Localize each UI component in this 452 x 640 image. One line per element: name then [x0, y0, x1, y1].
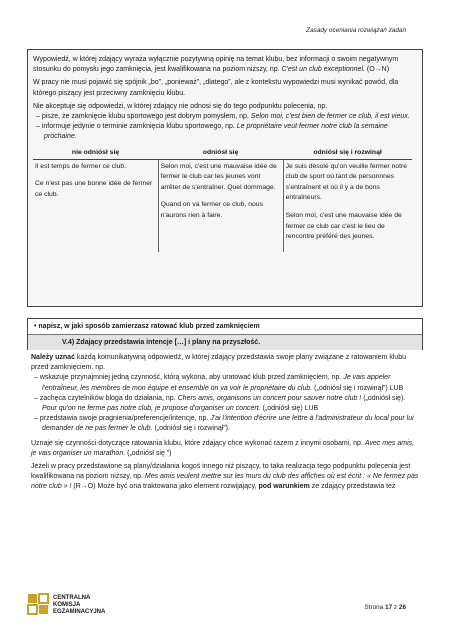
page-number: Strona 17 z 26: [364, 604, 406, 611]
task-box: [27, 318, 423, 350]
cke-logo: [27, 593, 111, 619]
criteria-bullet-1: – pisze, że zamknięcie klubu sportowego jest dobrym pomysłem, np. Selon moi, c'est bien de fermer ce club, il est vieux.: [36, 113, 410, 121]
scoring-section: [31, 353, 419, 496]
scoring-bullet-1: – wskazuje przynajmniej jedną czynność, którą wykona, aby uratować klub przed zamknięciem, np. Je vais appeler l'entraîneur, les membres de mon équipe et ensemble on va voir le propriétaire du club. („odniósł się i rozwinął”) LUB: [34, 374, 404, 392]
table-header: odniósł się i rozwinął: [283, 147, 412, 160]
table-header: odniósł się: [158, 147, 283, 160]
criteria-bullet-2: – informuje jedynie o terminie zamknięcia klubu sportowego, np. Le propriétaire veut fermer notre club la semaine prochaine.: [36, 123, 388, 141]
criteria-paragraph-1: Wypowiedź, w której zdający wyraża wyłącznie pozytywną opinię na temat klubu, bez informacji o swoim negatywnym stosunku do pomysłu jego zamknięcia, jest kwalifikowana na poziom niższy, np. C'est un club exceptionnel. (O→N): [33, 56, 399, 74]
task-requirement: V.4) Zdający przedstawia intencje […] i plany na przyszłość.: [28, 335, 422, 350]
scoring-paragraph-2: Uznaje się czynności dotyczące ratowania klubu, które zdający chce wykonać razem z innymi osobami, np. Avec mes amis, je vais organiser un marathon. („odniósł się ”): [31, 439, 415, 457]
criteria-box: [27, 49, 423, 307]
cke-logo-icon: [27, 593, 49, 615]
task-bullet: • napisz, w jaki sposób zamierzasz ratować klub przed zamknięciem: [28, 319, 422, 335]
scoring-bullet-3: – przedstawia swoje pragnienia/preferencje/intencje, np. J'ai l'intention d'écrire une lettre à l'administrateur du local pour lui demander de ne pas fermer le club. („odniósł się i rozwinął”).: [34, 415, 414, 433]
table-cell-rozwinal: Je suis désolé qu'on veuille fermer notre club de sport où tant de personnnes s'entraînent et où il y a de bons entraîneurs. Selon moi, c'est une mauvaise idée de fermer ce club car c'est le lieu de rencontre préféré des jeunes.: [283, 159, 412, 252]
page-header: Zasady oceniania rozwiązań zadań: [306, 27, 406, 34]
scoring-bullet-2: – zachęca czytelników bloga do działania, np. Chers amis, organisons un concert pour sauver notre club ! („odniósł się). Pour qu'on ne ferme pas notre club, je propose d'organiser un concert. („odniósł się) LUB: [34, 394, 406, 413]
table-header: nie odniósł się: [33, 147, 158, 160]
table-cell-odniosl: Selon moi, c'est une mauvaise idée de fermer le club car les jeunes vont arrêter de s'entraîner. Quel dommage. Quand on va fermer ce club, nous n'aurons rien à faire.: [158, 159, 283, 252]
examples-table: [33, 147, 412, 252]
criteria-paragraph-2: W pracy nie musi pojawić się spójnik „bo”, „ponieważ”, „dlatego”, ale z kontekstu wypowiedzi musi wynikać powód, dla którego piszący jest przeciwny zamknięciu klubu.: [33, 79, 399, 97]
cke-logo-text: CENTRALNA KOMISJA EGZAMINACYJNA: [53, 595, 106, 615]
criteria-paragraph-3: Nie akceptuje się odpowiedzi, w której zdający nie odnosi się do tego podpunktu polecenia, np.: [33, 102, 328, 110]
table-cell-nie-odniosl: Il est temps de fermer ce club. Ce n'est pas une bonne idée de fermer ce club.: [35, 162, 153, 198]
scoring-paragraph-3: Jeżeli w pracy przedstawione są plany/działania kogoś innego niż piszący, to taka realizacja tego podpunktu polecenia jest kwalifikowana na poziom niższy, np. Mes amis veulent mettre sur les murs du club des affiches où est écrit : « Ne fermez pas notre club » ! (R→O) Może być ona traktowana jako element rozwijający, pod warunkiem że zdający przedstawia też: [31, 463, 419, 491]
scoring-paragraph-1: Należy uznać każdą komunikatywną odpowiedź, w której zdający przedstawia swoje plany związane z ratowaniem klubu przed zamknięciem, np.: [31, 354, 407, 372]
